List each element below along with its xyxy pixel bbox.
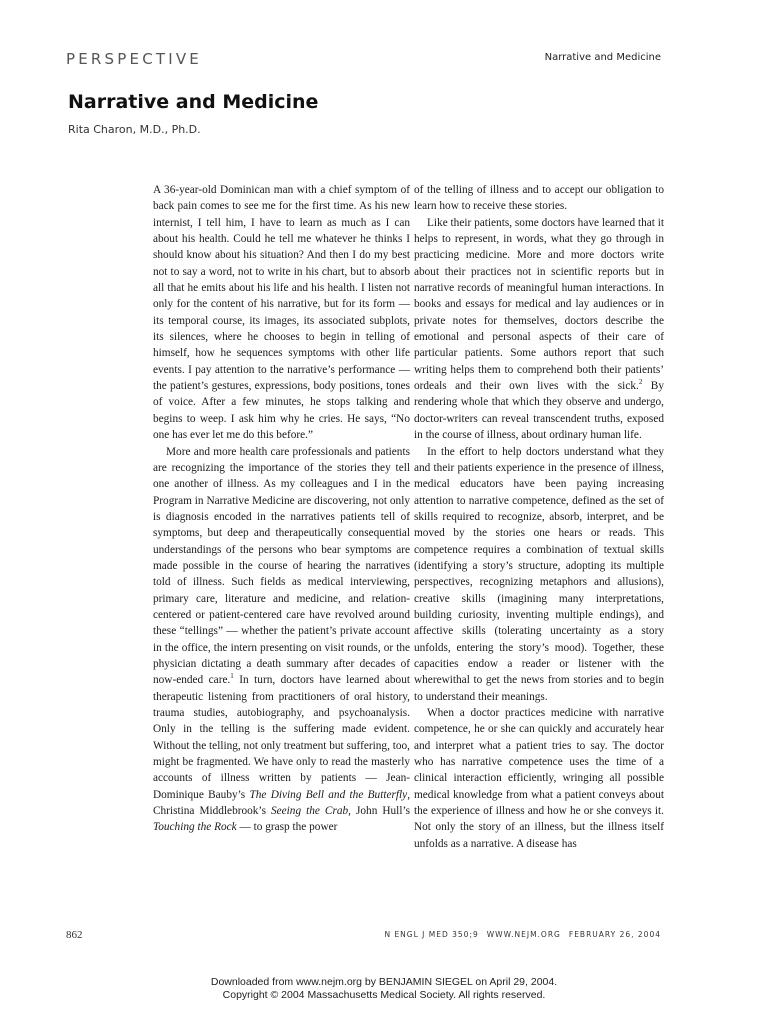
copyright-line: Copyright © 2004 Massachusetts Medical Society. All rights reserved. [222,989,546,1001]
paragraph-text: — to grasp the power [236,821,338,834]
download-line: Downloaded from www.nejm.org by BENJAMIN SIEGEL on April 29, 2004. [210,976,558,988]
paragraph-text: , Christina Middlebrook’s [153,788,411,818]
body-column-left [153,182,410,836]
journal-website: WWW.NEJM.ORG [486,930,561,939]
journal-volume: N ENGL J MED 350;9 [384,930,479,939]
article-title: Narrative and Medicine [68,91,319,113]
paragraph: A 36-year-old Dominican man with a chief symptom of back pain comes to see me for the first time. As his new internist, I tell him, I have to learn as much as I can about his health. Could he tell me whatever he thinks I should know about his situation? And then I do my best not to say a word, not to write in his chart, but to absorb all that he emits about his life and his health. I listen not only for the content of his narrative, but for its form — its temporal course, its images, its associated subplots, its silences, where he chooses to begin in telling of himself, how he sequences symptoms with other life events. I pay attention to the narrative’s performance — the patient’s gestures, expressions, body positions, tones of voice. After a few minutes, he stops talking and begins to weep. I ask him why he cries. He says, “No one has ever let me do this before.” [153,184,410,442]
footnote-marker: 1 [230,672,234,681]
download-notice [0,976,768,1002]
section-label: PERSPECTIVE [66,50,202,68]
journal-date: FEBRUARY 26, 2004 [568,930,661,939]
book-title: Seeing the Crab [270,805,349,818]
journal-citation [376,930,661,939]
page-number: 862 [66,929,83,941]
book-title: Touching the Rock [153,821,237,834]
paragraph: In the effort to help doctors understand what they and their patients experience in the presence of illness, medical educators have been paying increasing attention to narrative competence, defined as the set of skills required to recognize, absorb, interpret, and be moved by the stories one hears or reads. This competence requires a combination of textual skills (identifying a story’s structure, adopting its multiple perspectives, recognizing metaphors and allusions), creative skills (imagining many interpretations, building curiosity, inventing multiple endings), and affective skills (tolerating uncertainty as a story unfolds, entering the story’s mood). Together, these capacities endow a reader or listener with the wherewithal to get the news from stories and to begin to understand their meanings. [414,445,664,703]
footnote-marker: 2 [638,378,643,387]
paragraph: When a doctor practices medicine with narrative competence, he or she can quickly and accurately hear and interpret what a patient tries to say. The doctor who has narrative competence uses the time of a clinical interaction efficiently, wringing all possible medical knowledge from what a patient conveys about the experience of illness and how he or she conveys it. Not only the story of an illness, but the illness itself unfolds as a narrative. A disease has [414,707,664,850]
paragraph [153,444,410,836]
paragraph-text: By rendering whole that which they observe and undergo, doctor-writers can reveal transcendent truths, exposed in the course of illness, about ordinary human life. [414,380,664,442]
body-column-right [414,182,664,852]
paragraph-text: , John Hull’s [348,805,410,818]
article-author: Rita Charon, M.D., Ph.D. [68,123,201,136]
running-head: Narrative and Medicine [544,52,661,63]
paragraph-text: More and more health care professionals and patients are recognizing the importance of the stories they tell one another of illness. As my colleagues and I in the Program in Narrative Medicine are discovering, not only is diagnosis encoded in the narratives patients tell of symptoms, but deep and therapeutically consequential understandings of the persons who bear symptoms are made possible in the course of hearing the narratives told of illness. Such fields as medical interviewing, primary care, literature and medicine, and relation-centered or patient-centered care have revolved around these “tellings” — whether the patient’s private account in the office, the intern presenting on visit rounds, or the physician dictating a death summary after decades of now-ended care. [153,445,410,687]
paragraph [414,215,664,444]
paragraph-text: Like their patients, some doctors have learned that it helps to represent, in words, what they go through in practicing medicine. More and more doctors write about their practices not in scientific reports but in narrative records of meaningful human interactions. In books and essays for medical and lay audiences or in private notes for themselves, doctors describe the emotional and personal aspects of their care of particular patients. Some authors report that such writing helps them to comprehend both their patients’ ordeals and their own lives with the sick. [414,216,664,393]
paragraph-text: In turn, doctors have learned about therapeutic listening from practitioners of oral history, trauma studies, autobiography, and psychoanalysis. Only in the telling is the suffering made evident. Without the telling, not only treatment but suffering, too, might be fragmented. We have only to read the masterly accounts of illness written by patients — Jean-Dominique Bauby’s [153,674,410,801]
book-title: The Diving Bell and the Butterfly [249,788,408,801]
paragraph: of the telling of illness and to accept our obligation to learn how to receive these stories. [414,184,664,213]
